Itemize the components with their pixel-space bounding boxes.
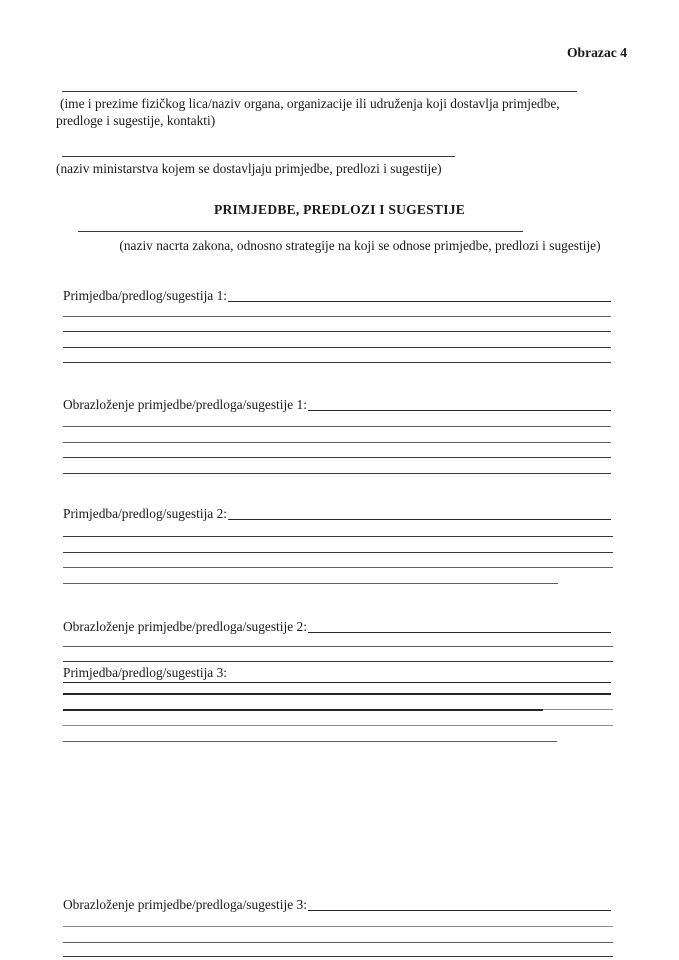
- write-in-line: [63, 661, 613, 662]
- field-label-obrazlozenje-2: Obrazloženje primjedbe/predloga/sugestije 2:: [63, 619, 307, 634]
- field-label-obrazlozenje-3: Obrazloženje primjedbe/predloga/sugestije 3:: [63, 897, 307, 912]
- write-in-line: [308, 410, 611, 411]
- write-in-line: [63, 473, 611, 474]
- write-in-line: [63, 331, 611, 332]
- write-in-line: [63, 362, 611, 363]
- write-in-line: [63, 442, 611, 443]
- write-in-line: [63, 457, 611, 458]
- form-code-label: Obrazac 4: [566, 45, 627, 60]
- sender-field-caption: (ime i prezime fizičkog lica/naziv organa, organizacije ili udruženja koji dostavlja primjedbe, predloge i sugestije, kontakti): [56, 96, 560, 129]
- write-in-line: [63, 536, 613, 537]
- field-label-row-primjedba-1: [63, 289, 611, 303]
- write-in-line: [63, 709, 543, 711]
- write-in-line: [63, 956, 613, 957]
- write-in-line: [63, 942, 613, 943]
- write-in-line: [63, 583, 558, 584]
- field-label-row-primjedba-2: [63, 507, 611, 521]
- write-in-line: [63, 426, 611, 427]
- field-label-primjedba-3: Primjedba/predlog/sugestija 3:: [63, 665, 228, 680]
- write-in-line: [63, 741, 557, 742]
- write-in-line: [63, 552, 613, 553]
- field-label-primjedba-1: Primjedba/predlog/sugestija 1:: [63, 288, 228, 303]
- write-in-line: [63, 693, 611, 695]
- subject-write-in-line: [78, 231, 523, 232]
- write-in-line: [543, 709, 613, 710]
- field-label-row-obrazlozenje-3: [63, 898, 611, 912]
- write-in-line: [228, 519, 611, 520]
- ministry-field-caption: (naziv ministarstva kojem se dostavljaju primjedbe, predlozi i sugestije): [56, 161, 442, 176]
- document-title: PRIMJEDBE, PREDLOZI I SUGESTIJE: [214, 202, 465, 217]
- ministry-write-in-line: [62, 156, 455, 157]
- field-label-row-primjedba-3: [63, 666, 611, 683]
- write-in-line: [308, 632, 611, 633]
- write-in-line: [228, 301, 611, 302]
- write-in-line: [63, 646, 613, 647]
- subject-field-caption: (naziv nacrta zakona, odnosno strategije na koji se odnose primjedbe, predlozi i sugestije): [119, 238, 601, 253]
- write-in-line: [63, 316, 611, 317]
- write-in-line: [63, 347, 611, 348]
- write-in-line: [308, 910, 611, 911]
- sender-write-in-line: [62, 91, 577, 92]
- write-in-line: [63, 725, 613, 726]
- write-in-line: [63, 926, 613, 927]
- field-label-row-obrazlozenje-1: [63, 398, 611, 412]
- field-label-primjedba-2: Primjedba/predlog/sugestija 2:: [63, 506, 228, 521]
- field-label-row-obrazlozenje-2: [63, 620, 611, 634]
- write-in-line: [63, 567, 613, 568]
- field-label-obrazlozenje-1: Obrazloženje primjedbe/predloga/sugestije 1:: [63, 397, 307, 412]
